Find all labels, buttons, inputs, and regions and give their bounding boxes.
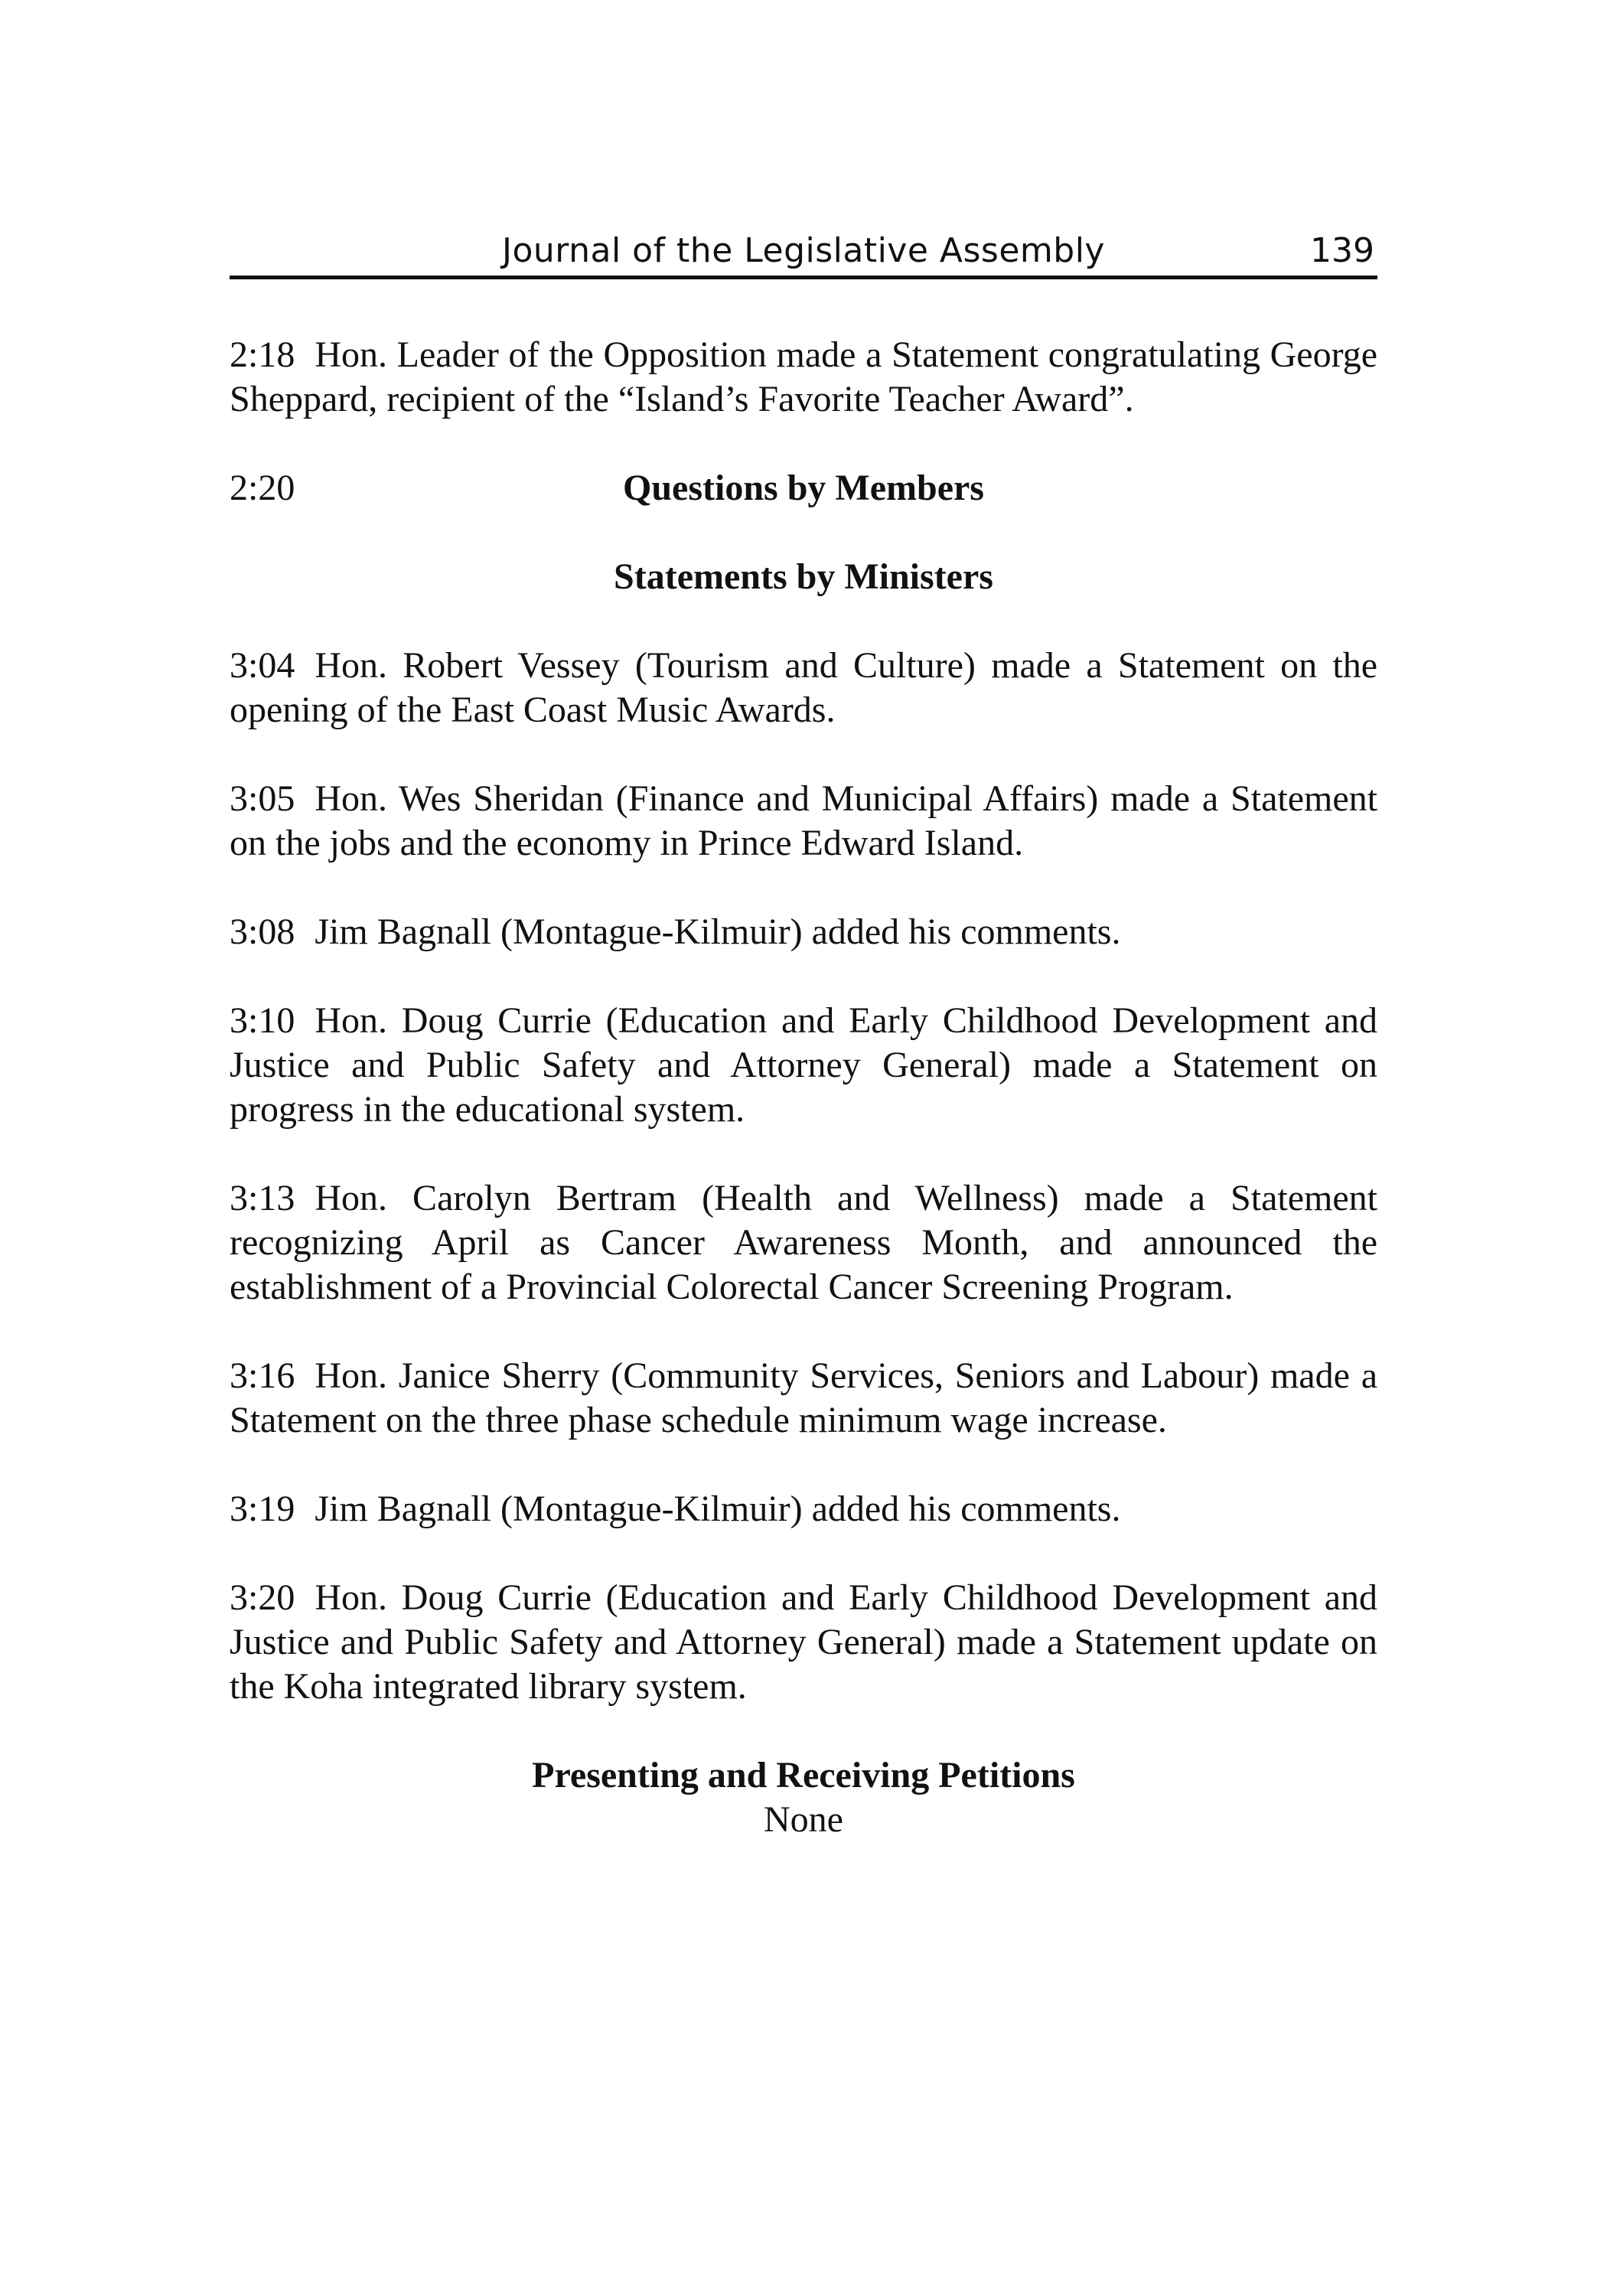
entry-2-18	[230, 333, 1377, 422]
entry-time: 2:18	[230, 334, 295, 375]
entry-text: Jim Bagnall (Montague-Kilmuir) added his comments.	[315, 912, 1121, 952]
entry-time: 3:13	[230, 1178, 295, 1218]
entry-time: 3:16	[230, 1355, 295, 1396]
entry-time: 3:10	[230, 1000, 295, 1041]
entry-3-20	[230, 1576, 1377, 1709]
page-number: 139	[1310, 231, 1374, 270]
entry-time: 3:05	[230, 778, 295, 819]
entry-text: Hon. Carolyn Bertram (Health and Wellness) made a Statement recognizing April as Cancer Awareness Month, and announced the establishment of a Provincial Colorectal Cancer Screening Program.	[230, 1178, 1377, 1307]
entry-3-04	[230, 644, 1377, 732]
entry-3-05	[230, 777, 1377, 866]
journal-body	[230, 333, 1377, 1887]
journal-title: Journal of the Legislative Assembly	[502, 231, 1105, 270]
entry-3-10	[230, 999, 1377, 1132]
entry-text: Hon. Robert Vessey (Tourism and Culture) made a Statement on the opening of the East Coast Music Awards.	[230, 645, 1377, 730]
entry-3-19	[230, 1487, 1377, 1531]
questions-section	[230, 466, 1377, 510]
entry-time: 3:08	[230, 912, 295, 952]
section-heading-questions: Questions by Members	[623, 468, 984, 508]
section-heading-statements: Statements by Ministers	[614, 556, 993, 597]
entry-3-08	[230, 910, 1377, 954]
petitions-section	[230, 1753, 1377, 1842]
entry-time: 3:19	[230, 1489, 295, 1529]
statements-section	[230, 555, 1377, 599]
entry-3-13	[230, 1176, 1377, 1309]
entry-text: Hon. Doug Currie (Education and Early Childhood Development and Justice and Public Safety and Attorney General) made a Statement update on the Koha integrated library system.	[230, 1577, 1377, 1707]
page-header	[230, 230, 1377, 279]
entry-time: 2:20	[230, 468, 295, 508]
entry-3-16	[230, 1354, 1377, 1443]
entry-text: Hon. Doug Currie (Education and Early Childhood Development and Justice and Public Safety and Attorney General) made a Statement on progress in the educational system.	[230, 1000, 1377, 1130]
section-heading-petitions: Presenting and Receiving Petitions	[532, 1755, 1075, 1795]
entry-text: Hon. Leader of the Opposition made a Statement congratulating George Sheppard, recipient of the “Island’s Favorite Teacher Award”.	[230, 334, 1377, 419]
entry-text: Jim Bagnall (Montague-Kilmuir) added his comments.	[315, 1489, 1121, 1529]
entry-text: Hon. Janice Sherry (Community Services, Seniors and Labour) made a Statement on the three phase schedule minimum wage increase.	[230, 1355, 1377, 1440]
entry-time: 3:04	[230, 645, 295, 686]
entry-text: Hon. Wes Sheridan (Finance and Municipal Affairs) made a Statement on the jobs and the economy in Prince Edward Island.	[230, 778, 1377, 863]
entry-time: 3:20	[230, 1577, 295, 1618]
petitions-none: None	[764, 1799, 843, 1840]
